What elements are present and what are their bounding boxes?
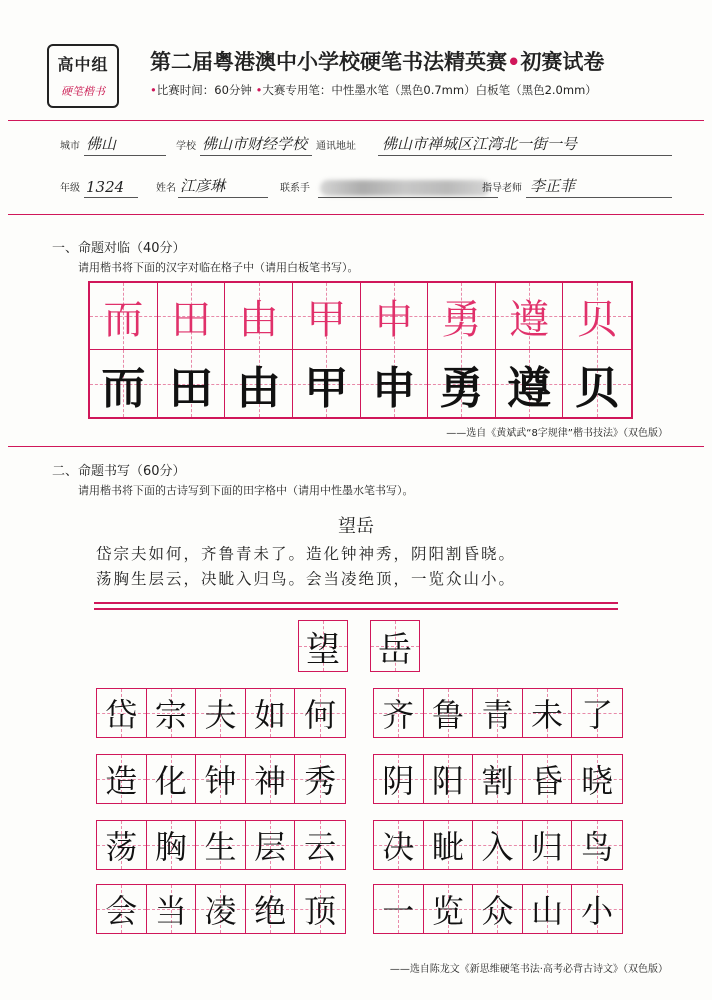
written-char: 了 bbox=[581, 696, 614, 734]
written-char: 宗 bbox=[154, 696, 187, 734]
writing-cell bbox=[572, 885, 622, 933]
model-char-cell bbox=[225, 283, 293, 350]
copied-char: 申 bbox=[371, 362, 416, 414]
writing-cell bbox=[246, 885, 296, 933]
school-value: 佛山市财经学校 bbox=[202, 135, 308, 153]
writing-cell bbox=[147, 821, 197, 869]
written-char: 岳 bbox=[378, 629, 412, 670]
written-char: 鸟 bbox=[581, 828, 614, 866]
writing-grid-box bbox=[96, 884, 346, 934]
model-char-cell bbox=[90, 283, 158, 350]
model-char-cell bbox=[158, 283, 226, 350]
written-char: 云 bbox=[304, 828, 337, 866]
pen-requirement: 大赛专用笔：中性墨水笔（黑色0.7mm）白板笔（黑色2.0mm） bbox=[262, 83, 597, 97]
written-char: 化 bbox=[154, 762, 187, 800]
written-char: 齐 bbox=[382, 696, 415, 734]
grade-value: 1324 bbox=[86, 178, 125, 196]
written-char: 昏 bbox=[531, 762, 564, 800]
written-char: 秀 bbox=[304, 762, 337, 800]
address-value: 佛山市禅城区江湾北一街一号 bbox=[382, 135, 578, 153]
writing-grid-box bbox=[96, 820, 346, 870]
written-char: 何 bbox=[304, 696, 337, 734]
writing-cell bbox=[147, 755, 197, 803]
written-char: 会 bbox=[105, 892, 138, 930]
writing-cell bbox=[299, 621, 347, 671]
name-value: 江彦琳 bbox=[180, 177, 226, 195]
writing-cell bbox=[424, 689, 474, 737]
model-char: 甲 bbox=[306, 296, 347, 343]
model-char-cell bbox=[293, 283, 361, 350]
copied-char: 勇 bbox=[439, 362, 484, 414]
writing-cell bbox=[147, 885, 197, 933]
copy-char-cell bbox=[225, 350, 293, 417]
writing-cell bbox=[246, 755, 296, 803]
writing-cell bbox=[374, 821, 424, 869]
writing-grid-box bbox=[373, 884, 623, 934]
writing-cell bbox=[295, 755, 345, 803]
address-label: 通讯地址 bbox=[316, 141, 356, 152]
time-limit: 比赛时间：60分钟 bbox=[156, 83, 252, 97]
info-row-1 bbox=[60, 130, 672, 156]
written-char: 览 bbox=[431, 892, 464, 930]
model-char: 而 bbox=[103, 296, 144, 343]
section1-title: 一、命题对临（40分） bbox=[52, 241, 186, 256]
writing-cell bbox=[196, 885, 246, 933]
writing-grid-box bbox=[373, 820, 623, 870]
writing-cell bbox=[424, 885, 474, 933]
writing-cell bbox=[295, 689, 345, 737]
written-char: 阳 bbox=[431, 762, 464, 800]
written-char: 山 bbox=[531, 892, 564, 930]
title-tail: 初赛试卷 bbox=[520, 50, 605, 74]
group-badge bbox=[47, 44, 119, 108]
model-char: 申 bbox=[373, 296, 414, 343]
copy-char-cell bbox=[158, 350, 226, 417]
copy-char-cell bbox=[361, 350, 429, 417]
city-label: 城市 bbox=[60, 141, 80, 152]
copied-char: 甲 bbox=[304, 362, 349, 414]
written-char: 决 bbox=[382, 828, 415, 866]
badge-group: 高中组 bbox=[57, 55, 109, 74]
writing-grid-box bbox=[96, 754, 346, 804]
written-char: 众 bbox=[481, 892, 514, 930]
writing-cell bbox=[424, 821, 474, 869]
writing-cell bbox=[473, 755, 523, 803]
writing-area-rule bbox=[94, 602, 618, 604]
writing-grid-box bbox=[373, 754, 623, 804]
city-value: 佛山 bbox=[86, 135, 117, 153]
badge-category: 硬笔楷书 bbox=[61, 85, 105, 98]
written-char: 荡 bbox=[105, 828, 138, 866]
writing-cell bbox=[97, 885, 147, 933]
written-char: 归 bbox=[531, 828, 564, 866]
bullet: • bbox=[150, 83, 157, 97]
section1-instruction: 请用楷书将下面的汉字对临在格子中（请用白板笔书写）。 bbox=[78, 261, 359, 274]
written-char: 造 bbox=[105, 762, 138, 800]
writing-cell bbox=[295, 821, 345, 869]
writing-grid-box bbox=[373, 688, 623, 738]
title-dot: • bbox=[507, 50, 521, 74]
copy-char-cell bbox=[496, 350, 564, 417]
info-rule bbox=[8, 214, 704, 215]
written-char: 钟 bbox=[204, 762, 237, 800]
written-char: 神 bbox=[254, 762, 287, 800]
written-char: 鲁 bbox=[431, 696, 464, 734]
model-char: 遵 bbox=[509, 296, 550, 343]
copied-char: 而 bbox=[101, 362, 146, 414]
copy-char-cell bbox=[293, 350, 361, 417]
teacher-label: 指导老师 bbox=[482, 183, 522, 194]
written-char: 岱 bbox=[105, 696, 138, 734]
writing-cell bbox=[424, 755, 474, 803]
writing-cell bbox=[196, 821, 246, 869]
writing-grid-box bbox=[370, 620, 420, 672]
writing-cell bbox=[246, 689, 296, 737]
poem-line-2: 荡胸生层云，决眦入归鸟。会当凌绝顶，一览众山小。 bbox=[96, 570, 517, 588]
phone-label: 联系手 bbox=[280, 183, 310, 194]
writing-grid-box bbox=[298, 620, 348, 672]
info-row-2 bbox=[60, 172, 672, 198]
header-rule bbox=[8, 120, 704, 121]
name-label: 姓名 bbox=[156, 183, 176, 194]
paper-title bbox=[150, 46, 604, 76]
writing-cell bbox=[473, 689, 523, 737]
writing-cell bbox=[147, 689, 197, 737]
title-main: 第二届粤港澳中小学校硬笔书法精英赛 bbox=[150, 50, 507, 74]
written-char: 当 bbox=[154, 892, 187, 930]
written-char: 割 bbox=[481, 762, 514, 800]
model-char-cell bbox=[361, 283, 429, 350]
written-char: 眦 bbox=[431, 828, 464, 866]
written-char: 一 bbox=[382, 892, 415, 930]
written-char: 顶 bbox=[304, 892, 337, 930]
written-char: 夫 bbox=[204, 696, 237, 734]
written-char: 胸 bbox=[154, 828, 187, 866]
writing-cell bbox=[371, 621, 419, 671]
writing-cell bbox=[374, 885, 424, 933]
copied-char: 遵 bbox=[507, 362, 552, 414]
writing-cell bbox=[97, 689, 147, 737]
writing-cell bbox=[97, 821, 147, 869]
grade-label: 年级 bbox=[60, 183, 80, 194]
writing-cell bbox=[473, 821, 523, 869]
writing-cell bbox=[246, 821, 296, 869]
section2-title: 二、命题书写（60分） bbox=[52, 464, 186, 479]
section-rule bbox=[8, 446, 704, 447]
written-char: 生 bbox=[204, 828, 237, 866]
copy-char-cell bbox=[563, 350, 631, 417]
written-char: 层 bbox=[254, 828, 287, 866]
writing-cell bbox=[523, 821, 573, 869]
writing-cell bbox=[473, 885, 523, 933]
writing-cell bbox=[523, 689, 573, 737]
teacher-value: 李正菲 bbox=[530, 177, 576, 195]
writing-cell bbox=[523, 755, 573, 803]
writing-cell bbox=[97, 755, 147, 803]
writing-cell bbox=[295, 885, 345, 933]
written-char: 入 bbox=[481, 828, 514, 866]
written-char: 晓 bbox=[581, 762, 614, 800]
model-char-cell bbox=[496, 283, 564, 350]
model-char-cell bbox=[428, 283, 496, 350]
poem-line-1: 岱宗夫如何，齐鲁青未了。造化钟神秀，阴阳割昏晓。 bbox=[96, 545, 517, 563]
model-char: 勇 bbox=[441, 296, 482, 343]
copied-char: 田 bbox=[168, 362, 213, 414]
written-char: 凌 bbox=[204, 892, 237, 930]
writing-cell bbox=[572, 755, 622, 803]
writing-cell bbox=[196, 689, 246, 737]
written-char: 阴 bbox=[382, 762, 415, 800]
model-char: 由 bbox=[238, 296, 279, 343]
written-char: 小 bbox=[581, 892, 614, 930]
redacted-phone bbox=[320, 180, 490, 196]
section2-instruction: 请用楷书将下面的古诗写到下面的田字格中（请用中性墨水笔书写）。 bbox=[78, 484, 414, 497]
written-char: 如 bbox=[254, 696, 287, 734]
poem-title: 望岳 bbox=[338, 516, 374, 537]
copied-char: 贝 bbox=[575, 362, 620, 414]
school-label: 学校 bbox=[176, 141, 196, 152]
written-char: 未 bbox=[531, 696, 564, 734]
model-char-cell bbox=[563, 283, 631, 350]
section2-source: ——选自陈龙文《新思维硬笔书法·高考必背古诗文》（双色版） bbox=[389, 964, 668, 975]
writing-cell bbox=[374, 689, 424, 737]
copy-char-cell bbox=[90, 350, 158, 417]
model-char: 贝 bbox=[577, 296, 618, 343]
writing-cell bbox=[572, 689, 622, 737]
writing-cell bbox=[196, 755, 246, 803]
section1-source: ——选自《黄斌武“8字规律”楷书技法》（双色版） bbox=[446, 428, 668, 439]
model-char: 田 bbox=[170, 296, 211, 343]
copied-char: 由 bbox=[236, 362, 281, 414]
written-char: 绝 bbox=[254, 892, 287, 930]
writing-grid-box bbox=[96, 688, 346, 738]
copy-char-cell bbox=[428, 350, 496, 417]
writing-cell bbox=[523, 885, 573, 933]
paper-subtitle bbox=[150, 82, 597, 98]
writing-cell bbox=[374, 755, 424, 803]
writing-cell bbox=[572, 821, 622, 869]
copy-grid bbox=[88, 281, 633, 419]
bullet: • bbox=[255, 83, 263, 97]
written-char: 望 bbox=[306, 629, 340, 670]
written-char: 青 bbox=[481, 696, 514, 734]
